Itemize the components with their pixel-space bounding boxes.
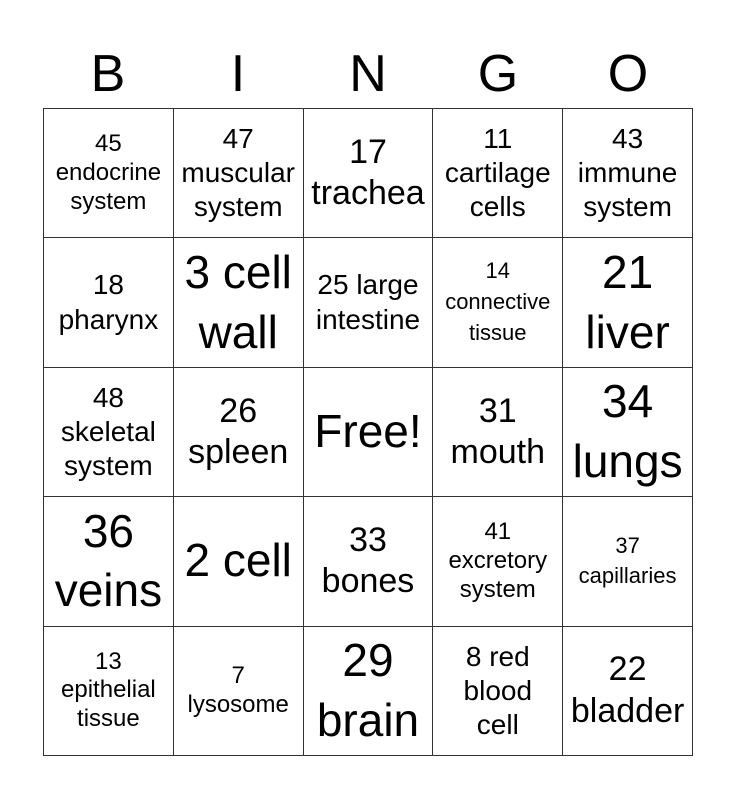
free-space-cell[interactable] — [304, 368, 434, 497]
bingo-cell-label: 31 mouth — [450, 391, 546, 471]
bingo-cell-label: 34 lungs — [572, 375, 683, 487]
bingo-cell[interactable] — [304, 109, 434, 238]
bingo-cell-label: 48 skeletal system — [60, 381, 156, 482]
bingo-cell-label: 26 spleen — [188, 391, 289, 471]
bingo-cell-label: 2 cell — [184, 534, 292, 587]
bingo-cell-label: 22 bladder — [570, 650, 685, 730]
bingo-cell[interactable] — [304, 497, 434, 626]
bingo-cell[interactable] — [304, 627, 434, 756]
bingo-cell-label: 14 connective tissue — [445, 258, 551, 345]
bingo-cell[interactable] — [44, 627, 174, 756]
bingo-cell[interactable] — [563, 109, 693, 238]
bingo-cell-label: 41 excretory system — [448, 518, 548, 603]
header-letter-i: I — [230, 45, 246, 103]
bingo-cell[interactable] — [433, 238, 563, 367]
bingo-cell-label: 29 brain — [316, 633, 420, 746]
bingo-cell[interactable] — [563, 497, 693, 626]
bingo-header — [43, 40, 693, 108]
bingo-cell[interactable] — [44, 109, 174, 238]
bingo-cell[interactable] — [433, 627, 563, 756]
bingo-cell[interactable] — [563, 368, 693, 497]
bingo-cell[interactable] — [563, 238, 693, 367]
bingo-cell[interactable] — [44, 368, 174, 497]
bingo-cell-label: 43 immune system — [577, 122, 678, 223]
bingo-cell[interactable] — [174, 238, 304, 367]
bingo-cell[interactable] — [433, 368, 563, 497]
bingo-cell-label: 33 bones — [321, 520, 415, 601]
bingo-cell[interactable] — [44, 497, 174, 626]
bingo-cell-label: 7 lysosome — [187, 661, 289, 718]
header-letter-g: G — [477, 45, 519, 103]
bingo-cell[interactable] — [174, 368, 304, 497]
bingo-cell-label: 13 epithelial tissue — [61, 647, 156, 733]
bingo-cell-label: 45 endocrine system — [55, 130, 162, 215]
bingo-cell-label: 21 liver — [585, 245, 670, 358]
bingo-cell[interactable] — [174, 627, 304, 756]
bingo-cell[interactable] — [433, 497, 563, 626]
bingo-cell-label: 25 large intestine — [315, 269, 421, 335]
bingo-cell[interactable] — [174, 497, 304, 626]
bingo-cell-label: 11 cartilage cells — [444, 122, 551, 223]
bingo-card-grid — [43, 108, 693, 756]
header-letter-b: B — [90, 45, 126, 103]
bingo-cell[interactable] — [563, 627, 693, 756]
bingo-cell[interactable] — [433, 109, 563, 238]
bingo-cell[interactable] — [44, 238, 174, 367]
header-letter-o: O — [607, 45, 649, 103]
bingo-cell-label: 17 trachea — [311, 132, 425, 213]
bingo-cell[interactable] — [174, 109, 304, 238]
bingo-cell[interactable] — [304, 238, 434, 367]
bingo-cell-label: 36 veins — [54, 504, 163, 617]
bingo-cell-label: Free! — [314, 405, 422, 458]
bingo-cell-label: 37 capillaries — [578, 532, 677, 589]
bingo-cell-label: 47 muscular system — [181, 122, 295, 223]
bingo-cell-label: 8 red blood cell — [463, 640, 533, 740]
bingo-cell-label: 3 cell wall — [184, 245, 292, 358]
bingo-cell-label: 18 pharynx — [58, 269, 159, 335]
header-letter-n: N — [349, 45, 387, 103]
